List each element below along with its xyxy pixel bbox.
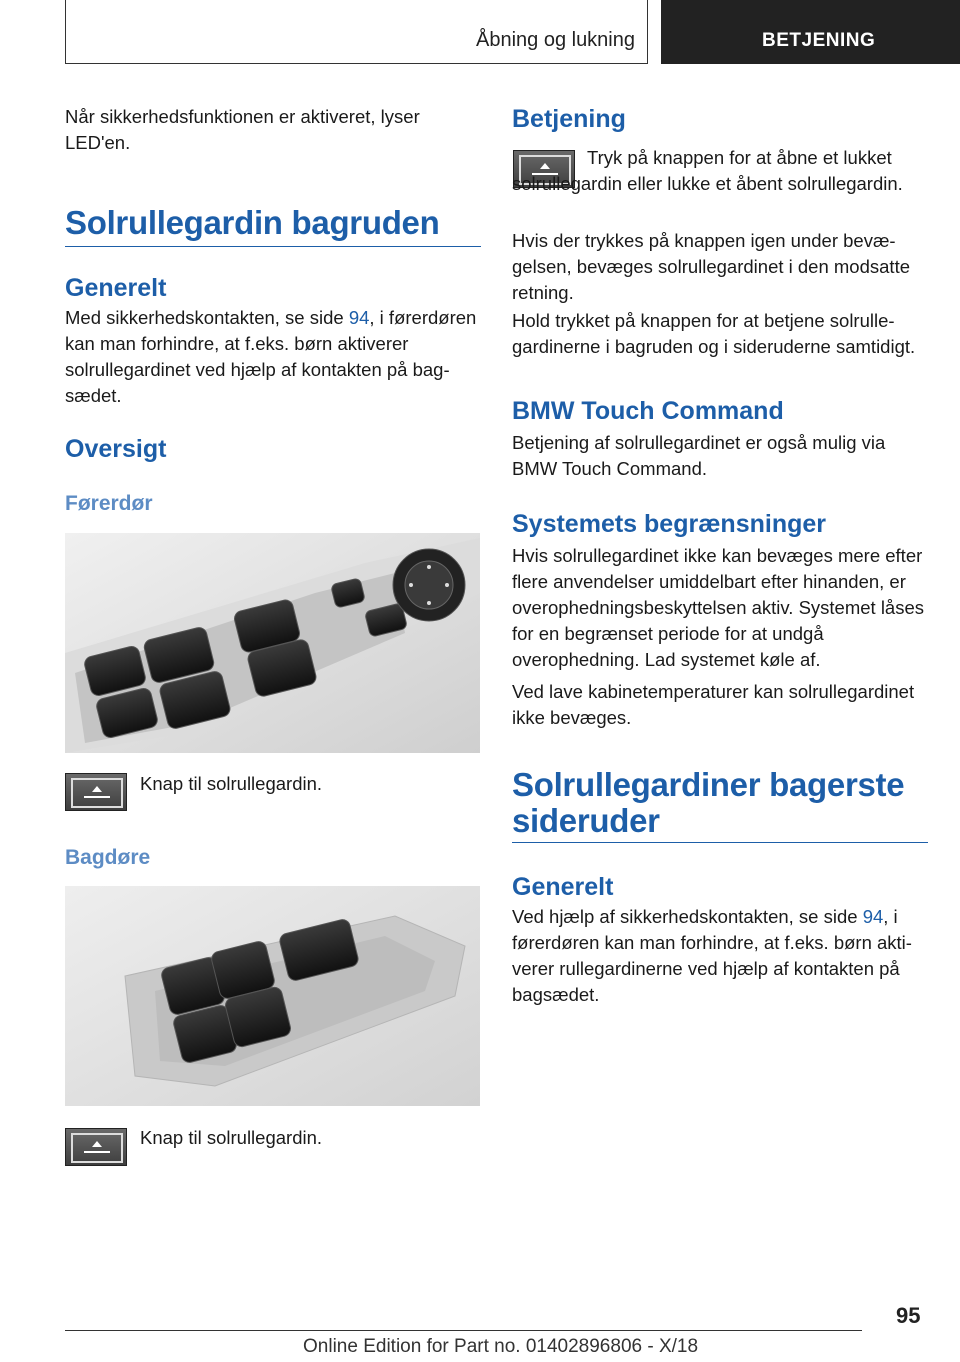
generelt-paragraph-2: Ved hjælp af sikkerhedskontakten, se side 94, i førerdøren kan man forhindre, at f.eks. børn aktiverer rullegardinerne ved hjælp af kontakten på bagsædet. xyxy=(512,906,912,1005)
generelt-section xyxy=(65,273,481,409)
section-title-side-windows: Solrullegardiner bagerste sideruder xyxy=(512,767,928,843)
footer-edition: Online Edition for Part no. 01402896806 - X/18 xyxy=(303,1336,699,1357)
rear-door-switch-photo xyxy=(65,886,480,1106)
betjening-paragraph-3: Hold trykket på knappen for at betjene solrullegardinerne i bagruden og i sideruderne samtidigt. xyxy=(512,310,916,357)
generelt-heading: Generelt xyxy=(65,274,167,302)
betjening-paragraph-2: Hvis der trykkes på knappen igen under bevægelsen, bevæges solrullegardinet i den modsatte retning. xyxy=(512,230,910,303)
header-section-box xyxy=(65,0,648,64)
touch-command-section xyxy=(512,396,928,482)
generelt-heading-2: Generelt xyxy=(512,873,614,901)
oversigt-heading: Oversigt xyxy=(65,435,167,463)
touch-command-paragraph: Betjening af solrullegardinet er også mulig via BMW Touch Command. xyxy=(512,432,886,479)
betjening-paragraph-1: Tryk på knappen for at åbne et lukket solrullegardin eller lukke et åbent solrullegardin. xyxy=(512,147,903,194)
section-title-rear-window: Solrullegardin bagruden xyxy=(65,203,481,247)
header-section-title: Åbning og lukning xyxy=(475,29,635,51)
touch-command-heading: BMW Touch Command xyxy=(512,397,784,425)
forerdor-heading: Førerdør xyxy=(65,492,153,515)
caption-driver-door: Knap til solrullegardin. xyxy=(140,773,323,794)
driver-door-switch-photo xyxy=(65,533,480,753)
intro-paragraph: Når sikkerhedsfunktionen er aktiveret, lyser LED'en. xyxy=(65,106,420,153)
header-chapter-box xyxy=(661,0,960,64)
betjening-heading: Betjening xyxy=(512,105,626,133)
limits-paragraph-1: Hvis solrullegardinet ikke kan bevæges mere efter flere anvendelser umiddelbart efter hinanden, er overophedningsbeskyttelsen aktiv. Systemet låses for en begrænset periode for at undgå overophedning. Lad systemet køle af. xyxy=(512,545,925,670)
header-chapter-title: BETJENING xyxy=(762,30,876,51)
page-link-94[interactable]: 94 xyxy=(348,307,370,328)
footer-divider xyxy=(65,1330,862,1331)
generelt-section-2 xyxy=(512,872,928,1008)
limits-heading: Systemets begrænsninger xyxy=(512,510,826,538)
limits-section xyxy=(512,509,928,731)
page-number: 95 xyxy=(896,1303,921,1328)
bagdore-heading: Bagdøre xyxy=(65,846,151,869)
generelt-paragraph: Med sikkerhedskontakten, se side 94, i førerdøren kan man forhindre, at f.eks. børn aktiverer solrullegardinet ved hjælp af kontakten på bagsædet. xyxy=(65,307,477,406)
sunblind-button-icon xyxy=(65,773,127,811)
sunblind-button-icon xyxy=(65,1128,127,1166)
limits-paragraph-2: Ved lave kabinetemperaturer kan solrullegardinet ikke bevæges. xyxy=(512,681,915,728)
caption-rear-door: Knap til solrullegardin. xyxy=(140,1127,323,1148)
page-link-94[interactable]: 94 xyxy=(862,906,884,927)
